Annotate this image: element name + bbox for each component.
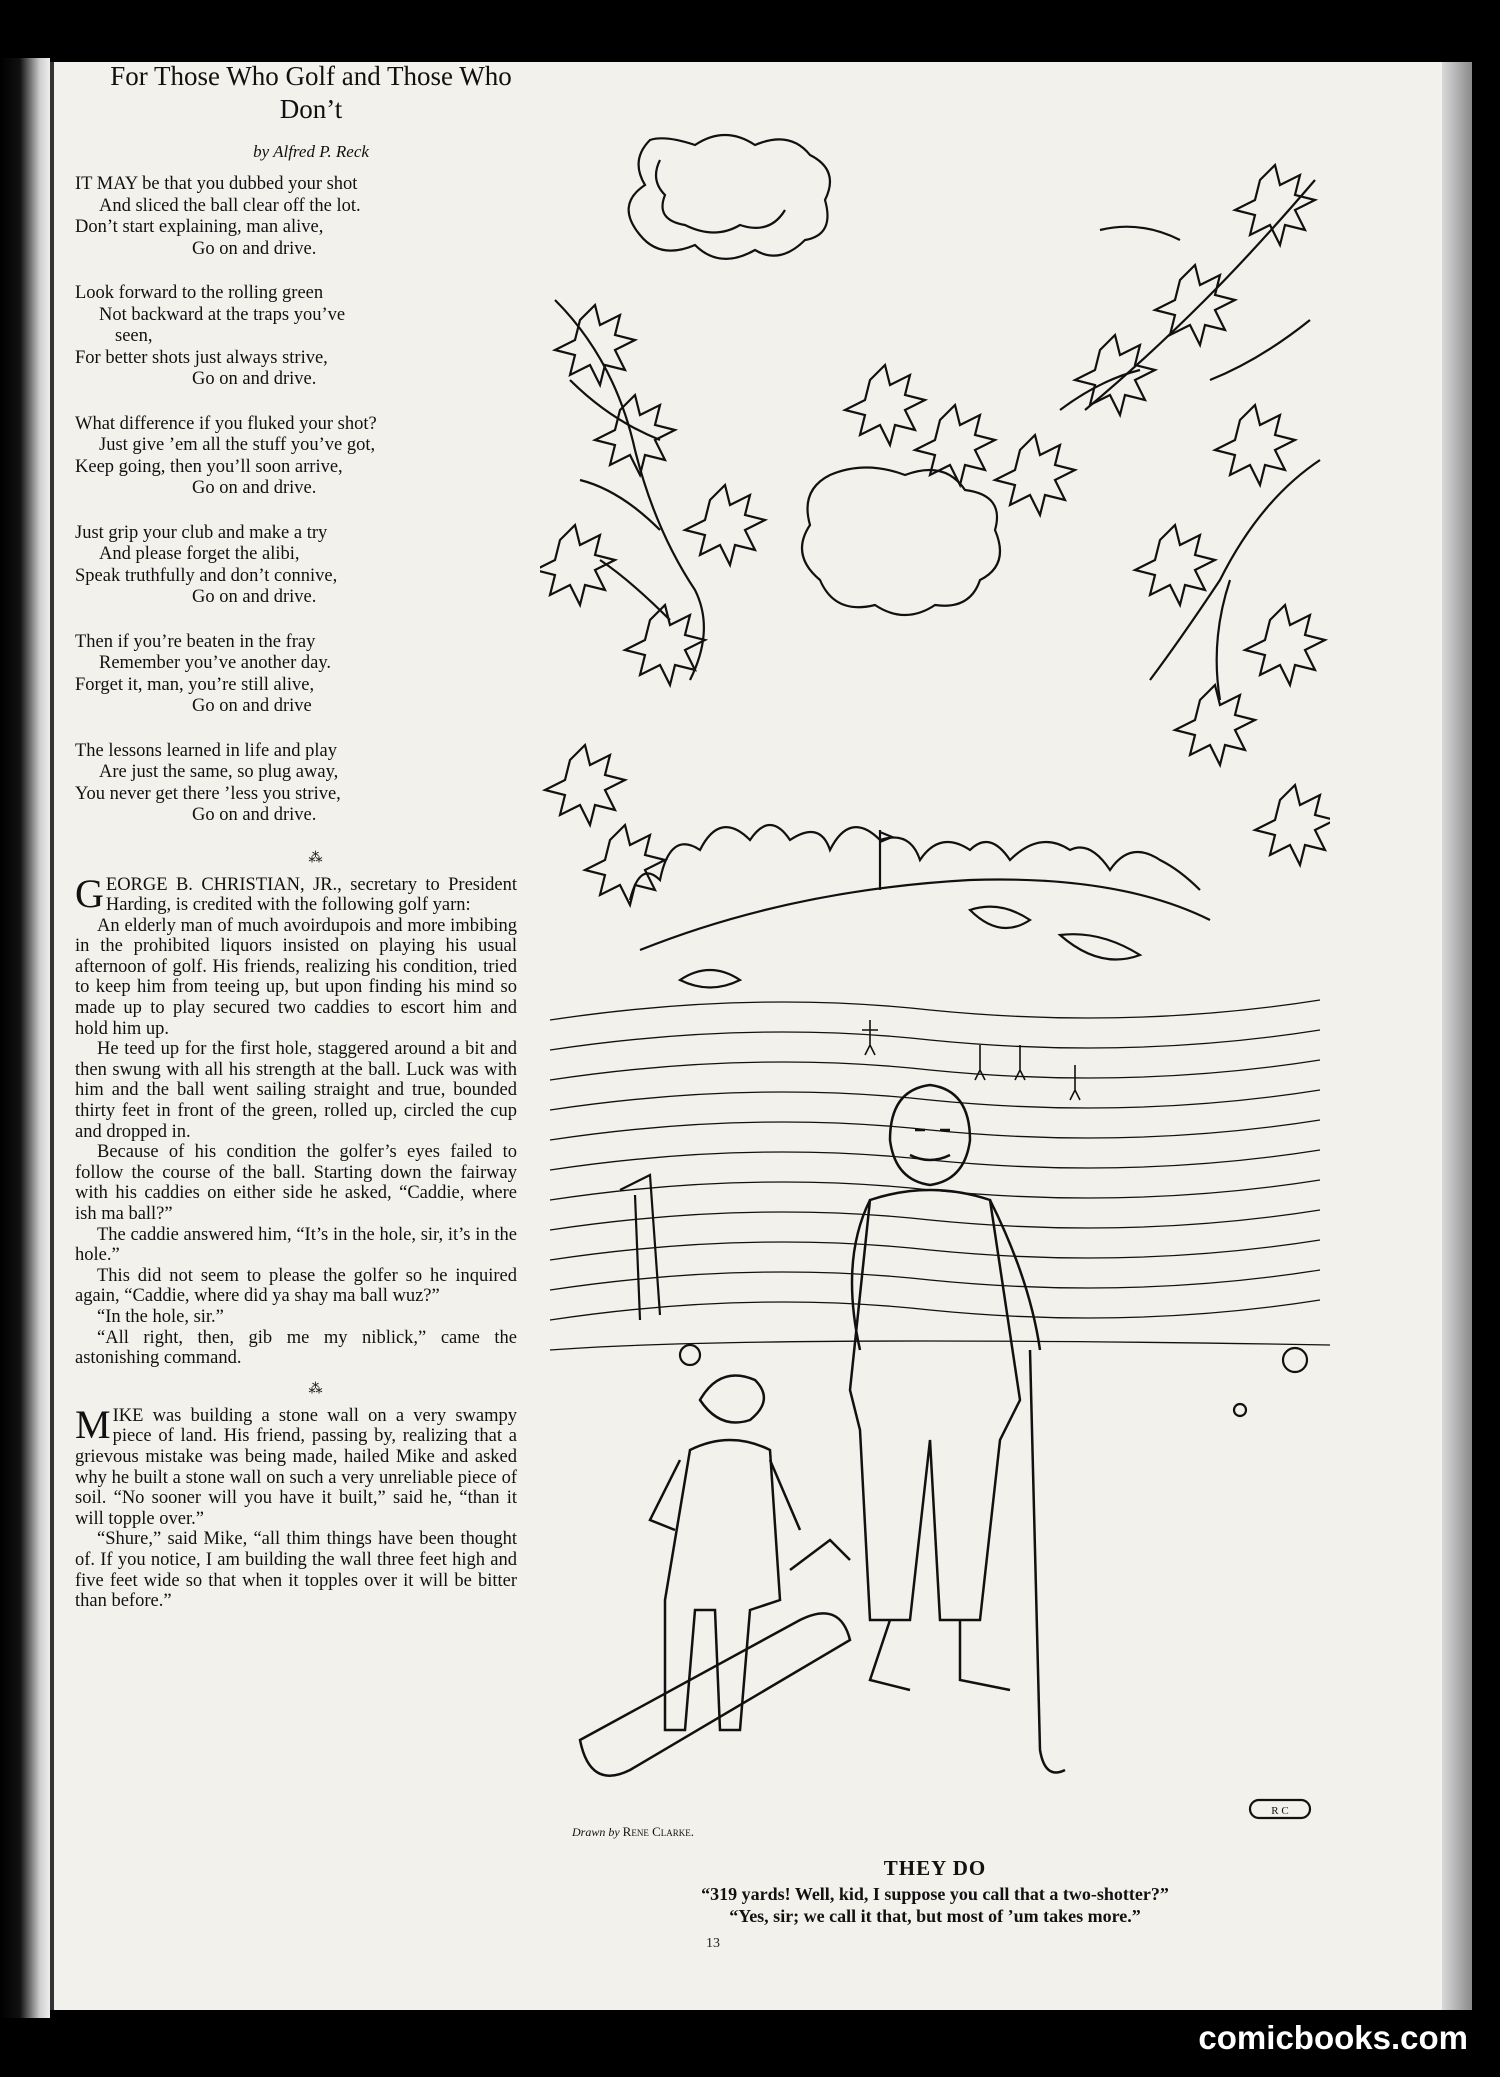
poem-line: Are just the same, so plug away, [99, 762, 339, 782]
poem-line: IT MAY be that you dubbed your shot [75, 174, 358, 194]
page-number: 13 [706, 1936, 720, 1951]
cloud [802, 468, 1000, 616]
illustration-credit: Drawn by Rene Clarke. [572, 1824, 695, 1839]
section-ornament: ⁂ [308, 850, 324, 866]
story-paragraph: GEORGE B. CHRISTIAN, JR., secretary to President Harding, is credited with the following golf yarn: [75, 870, 517, 916]
story-paragraph: MIKE was building a stone wall on a very swampy piece of land. His friend, passing by, realizing that a grievous mistake was being made, hailed Mike and asked why he built a stone wall on such a very unreliable piece of soil. “No sooner will you have it built,” said he, “than it will topple over.” [75, 1401, 517, 1529]
story-mike-wall [75, 1401, 517, 1612]
leaf-clusters [540, 165, 1330, 905]
poem-line: Remember you’ve another day. [99, 653, 332, 673]
section-ornament: ⁂ [308, 1381, 324, 1397]
poem-refrain: Go on and drive. [192, 587, 317, 607]
poem-line: Keep going, then you’ll soon arrive, [75, 456, 343, 477]
stanza [75, 174, 517, 260]
poem-line: The lessons learned in life and play [75, 740, 337, 761]
drop-cap: G [75, 870, 104, 916]
poem-line: Not backward at the traps you’ve [99, 304, 346, 325]
golf-ball [1234, 1404, 1246, 1416]
distant-golfers [862, 1020, 1080, 1100]
story-paragraph: “All right, then, gib me my niblick,” came the astonishing command. [75, 1327, 517, 1369]
book-spine [0, 58, 50, 2018]
stanza [75, 632, 517, 718]
poem-byline: by Alfred P. Reck [253, 142, 369, 161]
poem-line: Just give ’em all the stuff you’ve got, [99, 435, 376, 455]
caddie-figure [580, 1376, 850, 1776]
story-paragraph: “Shure,” said Mike, “all thim things have been thought of. If you notice, I am building the wall three feet high and five feet wide so that when it topples over it will be bitter than before.” [75, 1529, 517, 1612]
cartoon-caption-line: “Yes, sir; we call it that, but most of ’um takes more.” [729, 1906, 1141, 1926]
page-edge [1442, 62, 1472, 2010]
cloud [629, 135, 830, 259]
site-watermark: comicbooks.com [1198, 2019, 1468, 2056]
golf-cartoon-illustration [540, 120, 1330, 1820]
poem-line: Don’t start explaining, man alive, [75, 217, 324, 237]
story-paragraph: An elderly man of much avoirdupois and more imbibing in the prohibited liquors insisted on playing his usual afternoon of golf. His friends, realizing his condition, tried to keep him from teeing up, but upon finding his mind so made up to play secured two caddies to escort him and hold him up. [75, 915, 517, 1039]
poem-refrain: Go on and drive [192, 696, 312, 716]
poem-line: You never get there ’less you strive, [75, 783, 341, 804]
poem-line: And sliced the ball clear off the lot. [99, 195, 361, 216]
tree-branch [555, 300, 704, 680]
story-paragraph: This did not seem to please the golfer so he inquired again, “Caddie, where did ya shay ma ball wuz?” [75, 1265, 517, 1307]
poem-line: For better shots just always strive, [75, 347, 328, 368]
story-paragraph: Because of his condition the golfer’s eyes failed to follow the course of the ball. Starting down the fairway with his caddies on either side he asked, “Caddie, where ish ma ball?” [75, 1142, 517, 1224]
artist-monogram: R C [1271, 1805, 1289, 1817]
story-paragraph: “In the hole, sir.” [97, 1306, 224, 1327]
fairway-hatching [550, 1000, 1330, 1350]
poem-line: seen, [115, 326, 153, 346]
drop-cap: M [75, 1401, 111, 1447]
story-paragraph: He teed up for the first hole, staggered around a bit and then swung with all his strength at the ball. Luck was with him and the ball went sailing straight and true, bounded thirty feet in front of the green, rolled up, circled the cup and dropped in. [75, 1039, 517, 1142]
poem-line: Just grip your club and make a try [75, 522, 328, 543]
poem-refrain: Go on and drive. [192, 238, 317, 259]
poem-refrain: Go on and drive. [192, 805, 317, 825]
poem-title: For Those Who Golf and Those Who Don’t [110, 61, 512, 124]
cloud [656, 160, 785, 233]
poem-refrain: Go on and drive. [192, 369, 317, 389]
tree-branch [1060, 227, 1230, 700]
stanza [75, 283, 517, 391]
golf-ball [1283, 1348, 1307, 1372]
cartoon-caption-line: “319 yards! Well, kid, I suppose you call that a two-shotter?” [701, 1884, 1169, 1904]
putting-green [640, 880, 1210, 951]
story-george-christian [75, 870, 517, 1369]
poem-line: And please forget the alibi, [99, 544, 300, 564]
golf-ball [680, 1345, 700, 1365]
bunker [680, 907, 1140, 988]
stanza [75, 414, 517, 500]
cartoon-title: THEY DO [883, 1856, 987, 1880]
golfer-figure [850, 1085, 1065, 1773]
poem-line: Look forward to the rolling green [75, 283, 324, 303]
poem-line: What difference if you fluked your shot? [75, 413, 377, 434]
stanza [75, 741, 517, 827]
poem-line: Forget it, man, you’re still alive, [75, 674, 315, 695]
poem-line: Then if you’re beaten in the fray [75, 631, 316, 652]
stanza [75, 523, 517, 609]
story-paragraph: The caddie answered him, “It’s in the hole, sir, it’s in the hole.” [75, 1224, 517, 1266]
poem-line: Speak truthfully and don’t connive, [75, 565, 338, 586]
poem-refrain: Go on and drive. [192, 478, 317, 498]
text-column [75, 60, 517, 1612]
